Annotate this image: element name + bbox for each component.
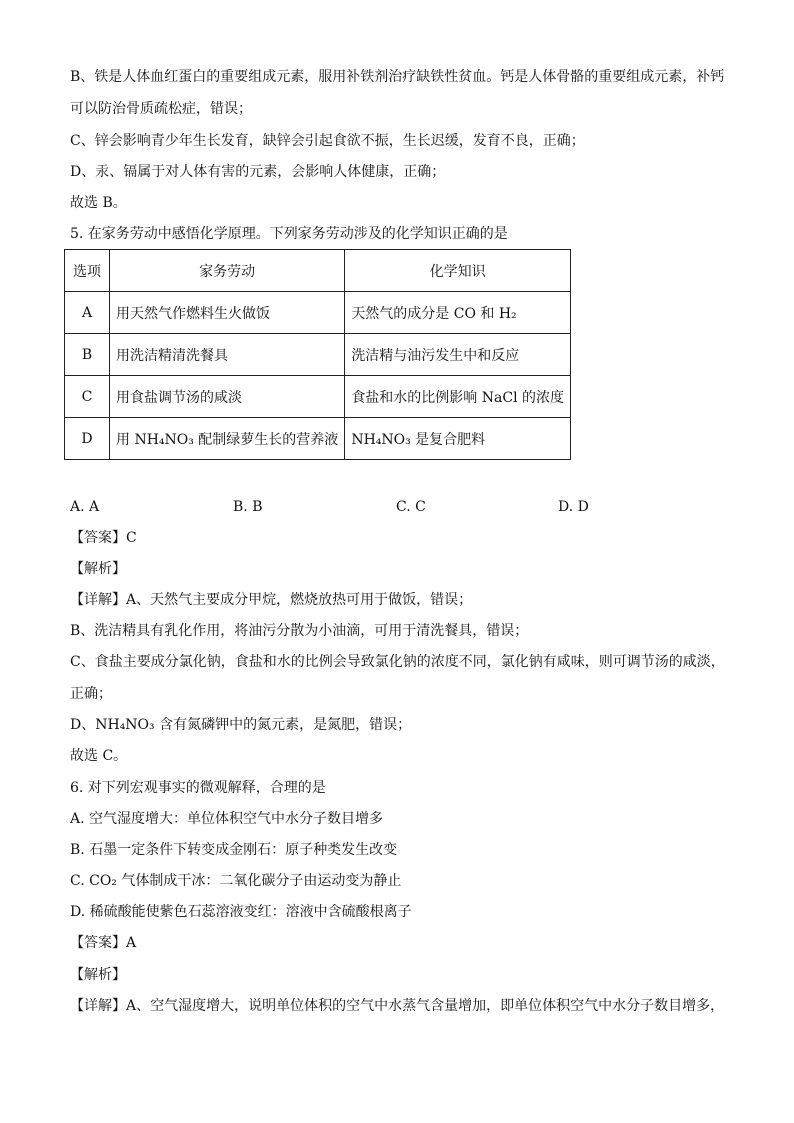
table-row <box>65 292 571 334</box>
table-cell-labor: 用洗洁精清洗餐具 <box>110 334 345 376</box>
paragraph: D、汞、镉属于对人体有害的元素，会影响人体健康，正确； <box>70 164 446 180</box>
option-a: A. 空气湿度增大：单位体积空气中水分子数目增多 <box>70 811 384 827</box>
table-cell-knowledge: 食盐和水的比例影响 NaCl 的浓度 <box>345 376 571 418</box>
option-b: B. 石墨一定条件下转变成金刚石：原子种类发生改变 <box>70 842 398 858</box>
paragraph: B、铁是人体血红蛋白的重要组成元素，服用补铁剂治疗缺铁性贫血。钙是人体骨骼的重要组成元素，补钙 <box>70 69 725 85</box>
table-cell-labor: 用 NH₄NO₃ 配制绿萝生长的营养液 <box>110 418 345 460</box>
analysis-label: 【解析】 <box>70 561 126 577</box>
choice-d: D. D <box>558 499 589 515</box>
answer-line <box>70 528 137 548</box>
table-row <box>65 376 571 418</box>
answer-label: 【答案】 <box>70 530 126 546</box>
table-cell-knowledge: 天然气的成分是 CO 和 H₂ <box>345 292 571 334</box>
answer-line <box>70 933 136 953</box>
table-header-cell: 选项 <box>65 250 110 292</box>
table-cell-option: A <box>65 292 110 334</box>
answer-value: A <box>126 935 137 951</box>
table-cell-labor: 用天然气作燃料生火做饭 <box>110 292 345 334</box>
answer-label: 【答案】 <box>70 935 126 951</box>
detail-line: 【详解】A、天然气主要成分甲烷，燃烧放热可用于做饭，错误； <box>70 592 473 608</box>
option-c: C. CO₂ 气体制成干冰：二氧化碳分子由运动变为静止 <box>70 873 402 889</box>
table-cell-option: D <box>65 418 110 460</box>
detail-line: C、食盐主要成分氯化钠，食盐和水的比例会导致氯化钠的浓度不同，氯化钠有咸味，则可调节汤的咸淡， <box>70 654 725 670</box>
table-row <box>65 418 571 460</box>
table-header-cell: 家务劳动 <box>110 250 345 292</box>
table-cell-option: B <box>65 334 110 376</box>
detail-line: B、洗洁精具有乳化作用，将油污分散为小油滴，可用于清洗餐具，错误； <box>70 623 529 639</box>
detail-line: 故选 C。 <box>70 748 128 764</box>
table-cell-knowledge: NH₄NO₃ 是复合肥料 <box>345 418 571 460</box>
question-6-stem: 6. 对下列宏观事实的微观解释，合理的是 <box>70 780 326 796</box>
choice-a: A. A <box>70 499 100 515</box>
paragraph: C、锌会影响青少年生长发育，缺锌会引起食欲不振，生长迟缓，发育不良，正确； <box>70 133 585 149</box>
answer-value: C <box>126 530 137 546</box>
choice-c: C. C <box>396 499 426 515</box>
detail-line: 【详解】A、空气湿度增大，说明单位体积的空气中水蒸气含量增加，即单位体积空气中水分子数目增多， <box>70 998 725 1014</box>
question-5-choices <box>70 497 730 517</box>
question-5-stem: 5. 在家务劳动中感悟化学原理。下列家务劳动涉及的化学知识正确的是 <box>70 226 508 242</box>
table-cell-knowledge: 洗洁精与油污发生中和反应 <box>345 334 571 376</box>
option-d: D. 稀硫酸能使紫色石蕊溶液变红：溶液中含硫酸根离子 <box>70 904 412 920</box>
table-cell-option: C <box>65 376 110 418</box>
table-header-cell: 化学知识 <box>345 250 571 292</box>
table-cell-labor: 用食盐调节汤的咸淡 <box>110 376 345 418</box>
table-header-row <box>65 250 571 292</box>
detail-line: 正确； <box>70 686 112 702</box>
choice-b: B. B <box>233 499 263 515</box>
analysis-label: 【解析】 <box>70 967 126 983</box>
paragraph: 可以防治骨质疏松症，错误； <box>70 101 252 117</box>
question-5-table <box>64 249 571 460</box>
paragraph: 故选 B。 <box>70 195 127 211</box>
table-row <box>65 334 571 376</box>
detail-line: D、NH₄NO₃ 含有氮磷钾中的氮元素，是氮肥，错误； <box>70 717 412 733</box>
